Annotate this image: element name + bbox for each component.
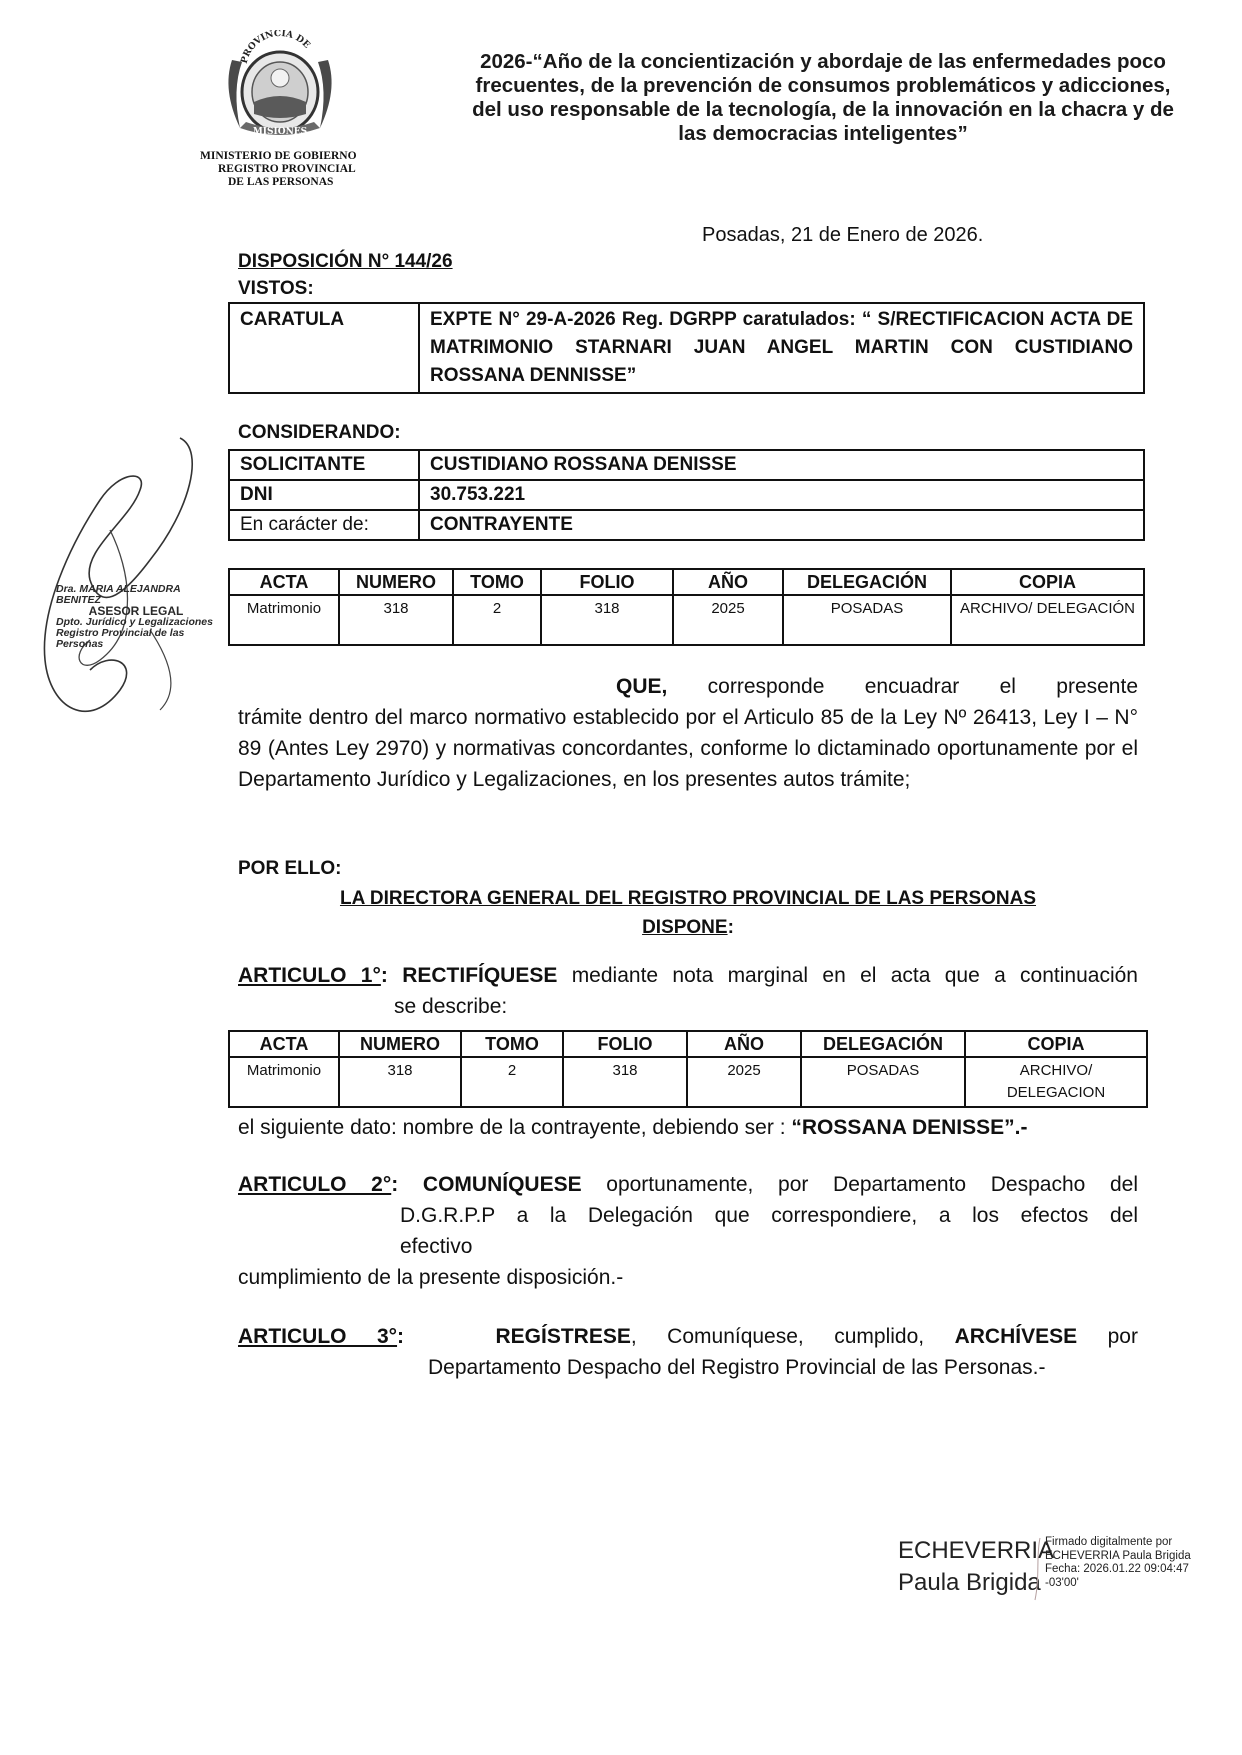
cell-tomo: 2 — [453, 595, 541, 645]
col-acta: ACTA — [229, 1031, 339, 1057]
table-header-row — [229, 569, 1144, 595]
dispone-label: DISPONE — [642, 917, 728, 938]
col-acta: ACTA — [229, 569, 339, 595]
digital-signature-name — [898, 1535, 1054, 1599]
cell-anio: 2025 — [673, 595, 783, 645]
col-tomo: TOMO — [461, 1031, 563, 1057]
svg-text:MISIONES: MISIONES — [252, 127, 308, 137]
solicitante-label: SOLICITANTE — [229, 450, 419, 480]
col-folio: FOLIO — [563, 1031, 687, 1057]
dni-value: 30.753.221 — [419, 480, 1144, 510]
cell-folio: 318 — [541, 595, 673, 645]
caratula-table — [228, 302, 1145, 394]
articulo-3-verb: REGÍSTRESE — [495, 1325, 631, 1348]
cell-acta: Matrimonio — [229, 1057, 339, 1107]
cell-acta: Matrimonio — [229, 595, 339, 645]
table-row — [229, 1057, 1147, 1107]
cell-delegacion: POSADAS — [801, 1057, 965, 1107]
signature-mark-icon — [1034, 1536, 1042, 1602]
articulo-3-text-3: Departamento Despacho del Registro Provincial de las Personas.- — [428, 1356, 1046, 1379]
cell-folio: 318 — [563, 1057, 687, 1107]
que-paragraph — [238, 671, 1138, 795]
caratula-label: CARATULA — [229, 303, 419, 393]
cell-copia: ARCHIVO/ DELEGACIÓN — [951, 595, 1144, 645]
vistos-label: VISTOS: — [238, 278, 314, 299]
table-row — [229, 480, 1144, 510]
que-body: trámite dentro del marco normativo establecido por el Articulo 85 de la Ley Nº 26413, Ley I – N° 89 (Antes Ley 2970) y normativas concordantes, conforme lo dictaminado oportunamente por el Departamento Jurídico y Legalizaciones, en los presentes autos trámite; — [238, 706, 1138, 791]
que-lead: QUE, — [616, 675, 668, 698]
table-row — [229, 303, 1144, 393]
solicitante-table — [228, 449, 1145, 541]
ministry-line: REGISTRO PROVINCIAL — [218, 163, 356, 175]
articulo-3-line — [238, 1321, 1138, 1352]
col-numero: NUMERO — [339, 569, 453, 595]
signature-info-line: Fecha: 2026.01.22 09:04:47 — [1045, 1563, 1189, 1575]
date-line: Posadas, 21 de Enero de 2026. — [702, 224, 984, 246]
signature-info-line: Firmado digitalmente por — [1045, 1536, 1173, 1548]
year-motto-line: las democracias inteligentes” — [678, 122, 968, 145]
articulo-2-verb: COMUNÍQUESE — [422, 1173, 582, 1196]
year-motto-line: frecuentes, de la prevención de consumos problemáticos y adicciones, — [475, 74, 1171, 97]
seal-text: PROVINCIA DE — [239, 30, 312, 65]
col-tomo: TOMO — [453, 569, 541, 595]
col-folio: FOLIO — [541, 569, 673, 595]
articulo-1-colon: : — [380, 964, 388, 987]
ministry-line: MINISTERIO DE GOBIERNO — [200, 150, 357, 162]
caracter-value: CONTRAYENTE — [419, 510, 1144, 540]
articulo-1-head: ARTICULO 1° — [238, 964, 381, 987]
articulo-3-text: , Comuníquese, cumplido, — [630, 1325, 925, 1348]
year-motto-line: 2026-“Año de la concientización y abordaje de las enfermedades poco — [480, 50, 1166, 73]
signer-name-line: Paula Brigida — [898, 1569, 1041, 1596]
stamp-line: Dra. MARIA ALEJANDRA BENITEZ — [56, 583, 181, 606]
articulo-1-text: mediante nota marginal en el acta que a continuación — [571, 964, 1138, 987]
articulo-1 — [238, 960, 1138, 1022]
articulo-1-line — [238, 960, 1138, 991]
por-ello-label: POR ELLO: — [238, 858, 342, 879]
disposicion-title: DISPOSICIÓN N° 144/26 — [238, 251, 453, 272]
caratula-value: EXPTE N° 29-A-2026 Reg. DGRPP caratulados: “ S/RECTIFICACION ACTA DE MATRIMONIO STARNARI JUAN ANGEL MARTIN CON CUSTIDIANO ROSSANA DENNISSE” — [419, 303, 1144, 393]
col-anio: AÑO — [673, 569, 783, 595]
signature-info-line: -03'00' — [1045, 1576, 1079, 1589]
articulo-3-colon: : — [397, 1325, 405, 1348]
signature-info-line: ECHEVERRIA Paula Brigida — [1045, 1549, 1191, 1562]
legal-stamp — [56, 584, 216, 650]
articulo-3-text-2: por — [1107, 1325, 1138, 1348]
articulo-3-head: ARTICULO 3° — [238, 1325, 398, 1348]
cell-numero: 318 — [339, 595, 453, 645]
cell-numero: 318 — [339, 1057, 461, 1107]
dni-label: DNI — [229, 480, 419, 510]
articulo-2-colon: : — [391, 1173, 399, 1196]
que-first-line — [238, 671, 1138, 702]
stamp-line: ASESOR LEGAL — [88, 604, 184, 618]
articulo-2-line — [238, 1169, 1138, 1200]
year-motto-line: del uso responsable de la tecnología, de la innovación en la chacra y de — [472, 98, 1174, 121]
signature-divider — [1034, 1536, 1037, 1602]
ministry-heading — [200, 150, 390, 189]
articulo-3-verb-2: ARCHÍVESE — [954, 1325, 1078, 1348]
articulo-2-text: oportunamente, por Departamento Despacho del — [606, 1173, 1139, 1196]
que-first-line-rest: corresponde encuadrar el presente — [707, 675, 1138, 698]
articulo-1-after-text: el siguiente dato: nombre de la contrayente, debiendo ser : — [238, 1116, 786, 1139]
cell-anio: 2025 — [687, 1057, 801, 1107]
stamp-line: Dpto. Jurídico y Legalizaciones — [56, 616, 213, 628]
articulo-2-text-4: cumplimiento de la presente disposición.- — [238, 1266, 624, 1289]
articulo-1-value: “ROSSANA DENISSE”.- — [791, 1116, 1028, 1139]
cell-copia: ARCHIVO/ DELEGACION — [965, 1057, 1147, 1107]
solicitante-value: CUSTIDIANO ROSSANA DENISSE — [419, 450, 1144, 480]
articulo-2-head: ARTICULO 2° — [238, 1173, 392, 1196]
articulo-3 — [238, 1321, 1138, 1383]
col-numero: NUMERO — [339, 1031, 461, 1057]
articulo-2 — [238, 1169, 1138, 1293]
articulo-1-after-table — [238, 1112, 1138, 1143]
col-copia: COPIA — [965, 1031, 1147, 1057]
table-row — [229, 450, 1144, 480]
directora-line: LA DIRECTORA GENERAL DEL REGISTRO PROVINCIAL DE LAS PERSONAS — [339, 888, 1037, 909]
col-delegacion: DELEGACIÓN — [783, 569, 951, 595]
caracter-label: En carácter de: — [229, 510, 419, 540]
articulo-1-verb: RECTIFÍQUESE — [402, 964, 558, 987]
articulo-2-text-3: efectivo — [400, 1235, 473, 1258]
table-header-row — [229, 1031, 1147, 1057]
signer-name-line: ECHEVERRIA — [898, 1537, 1055, 1564]
dispone-colon: : — [727, 917, 734, 938]
cell-tomo: 2 — [461, 1057, 563, 1107]
stamp-line: Registro Provincial de las Personas — [56, 627, 185, 650]
table-row — [229, 595, 1144, 645]
acta-table-2 — [228, 1030, 1148, 1108]
ministry-line: DE LAS PERSONAS — [228, 176, 334, 188]
articulo-2-text-2: D.G.R.P.P a la Delegación que correspondiere, a los efectos del — [400, 1204, 1138, 1227]
directora-heading — [238, 884, 1138, 942]
acta-table-1 — [228, 568, 1145, 646]
considerando-label: CONSIDERANDO: — [238, 422, 401, 443]
digital-signature-info — [1045, 1536, 1191, 1590]
cell-delegacion: POSADAS — [783, 595, 951, 645]
province-seal — [218, 30, 342, 140]
col-anio: AÑO — [687, 1031, 801, 1057]
year-motto — [428, 50, 1218, 146]
seal-icon — [218, 30, 342, 140]
articulo-1-text-2: se describe: — [394, 995, 508, 1018]
col-delegacion: DELEGACIÓN — [801, 1031, 965, 1057]
table-row — [229, 510, 1144, 540]
col-copia: COPIA — [951, 569, 1144, 595]
